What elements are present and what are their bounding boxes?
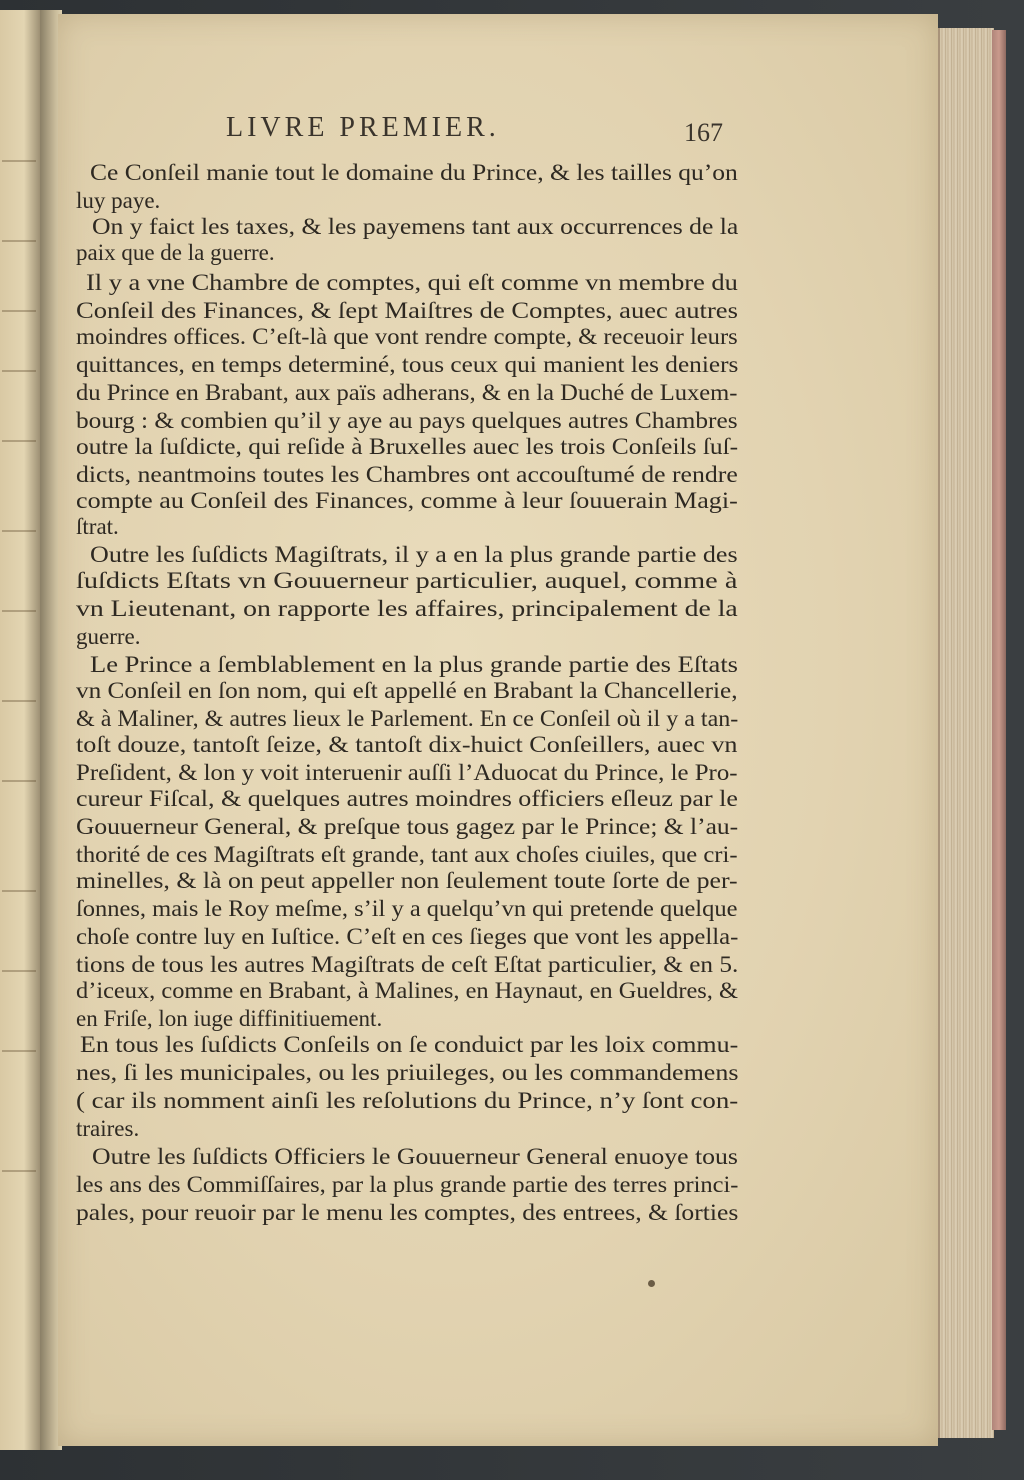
book-page — [58, 14, 938, 1446]
page-text — [58, 14, 938, 1446]
text-line: d’iceux, comme en Brabant, à Malines, en Haynaut, en Gueldres, & — [76, 978, 739, 1003]
text-line: luy paye. — [76, 188, 161, 213]
text-line: vn Conſeil en ſon nom, qui eſt appellé en Brabant la Chancellerie, — [76, 678, 738, 703]
text-line: ſtrat. — [76, 514, 119, 539]
text-line: minelles, & là on peut appeller non ſeulement toute ſorte de per- — [76, 868, 738, 893]
page-number: 167 — [684, 118, 723, 147]
red-fore-edge — [992, 30, 1006, 1430]
text-line: pales, pour reuoir par le menu les comptes, des entrees, & ſorties — [76, 1200, 739, 1225]
text-line: en Friſe, lon iuge diffinitiuement. — [76, 1006, 383, 1031]
text-line: toſt douze, tantoſt ſeize, & tantoſt dix-huict Conſeillers, auec vn — [76, 732, 738, 757]
text-line: Outre les ſuſdicts Magiſtrats, il y a en la plus grande partie des — [90, 542, 738, 567]
text-line: les ans des Commiſſaires, par la plus grande partie des terres princi- — [76, 1172, 739, 1197]
text-line: Outre les ſuſdicts Officiers le Gouuerneur General enuoye tous — [92, 1144, 738, 1169]
text-line: thorité de ces Magiſtrats eſt grande, tant aux choſes ciuiles, que cri- — [76, 842, 738, 867]
text-line: Il y a vne Chambre de comptes, qui eſt comme vn membre du — [86, 270, 738, 295]
previous-page-edge — [0, 10, 42, 1450]
text-line: nes, ſi les municipales, ou les priuileges, ou les commandemens — [76, 1060, 739, 1085]
text-line: quittances, en temps determiné, tous ceux qui manient les deniers — [76, 352, 739, 377]
text-line: choſe contre luy en Iuſtice. C’eſt en ces ſieges que vont les appella- — [76, 924, 739, 949]
ink-speck — [648, 1280, 655, 1287]
text-line: Ce Conſeil manie tout le domaine du Prince, & les tailles qu’on — [90, 160, 738, 185]
text-line: Gouuerneur General, & preſque tous gagez par le Prince; & l’au- — [76, 814, 739, 839]
text-line: & à Maliner, & autres lieux le Parlement. En ce Conſeil où il y a tan- — [76, 706, 739, 731]
text-line: bourg : & combien qu’il y aye au pays quelques autres Chambres — [76, 408, 738, 433]
text-line: du Prince en Brabant, aux païs adherans, & en la Duché de Luxem- — [76, 380, 738, 405]
text-line: dicts, neantmoins toutes les Chambres ont accouſtumé de rendre — [76, 462, 738, 487]
text-line: vn Lieutenant, on rapporte les affaires, principalement de la — [76, 596, 738, 621]
text-line: traires. — [76, 1116, 140, 1141]
text-line: outre la ſuſdicte, qui reſide à Bruxelles auec les trois Conſeils ſuſ- — [76, 434, 739, 459]
text-line: On y faict les taxes, & les payemens tant aux occurrences de la — [92, 214, 739, 239]
text-line: moindres offices. C’eſt-là que vont rendre compte, & receuoir leurs — [76, 324, 738, 349]
text-line: compte au Conſeil des Finances, comme à leur ſouuerain Magi- — [76, 488, 738, 513]
running-head: LIVRE PREMIER. — [226, 112, 500, 143]
text-line: cureur Fiſcal, & quelques autres moindres officiers eſleuz par le — [76, 786, 738, 811]
text-line: Conſeil des Finances, & ſept Maiſtres de Comptes, auec autres — [76, 298, 738, 323]
text-line: Le Prince a ſemblablement en la plus grande partie des Eſtats — [90, 652, 739, 677]
text-line: ſuſdicts Eſtats vn Gouuerneur particulier, auquel, comme à — [76, 568, 738, 593]
text-line: tions de tous les autres Magiſtrats de ceſt Eſtat particulier, & en 5. — [76, 952, 739, 977]
text-line: paix que de la guerre. — [76, 240, 275, 265]
text-line: ſonnes, mais le Roy meſme, s’il y a quelqu’vn qui pretende quelque — [76, 896, 738, 921]
text-line: ( car ils nomment ainſi les reſolutions du Prince, n’y ſont con- — [76, 1088, 739, 1113]
text-line: guerre. — [76, 624, 141, 649]
text-line: En tous les ſuſdicts Conſeils on ſe conduict par les loix commu- — [80, 1032, 739, 1057]
page-edges — [938, 28, 994, 1438]
text-line: Preſident, & lon y voit interuenir auſſi l’Aduocat du Prince, le Pro- — [76, 760, 738, 785]
